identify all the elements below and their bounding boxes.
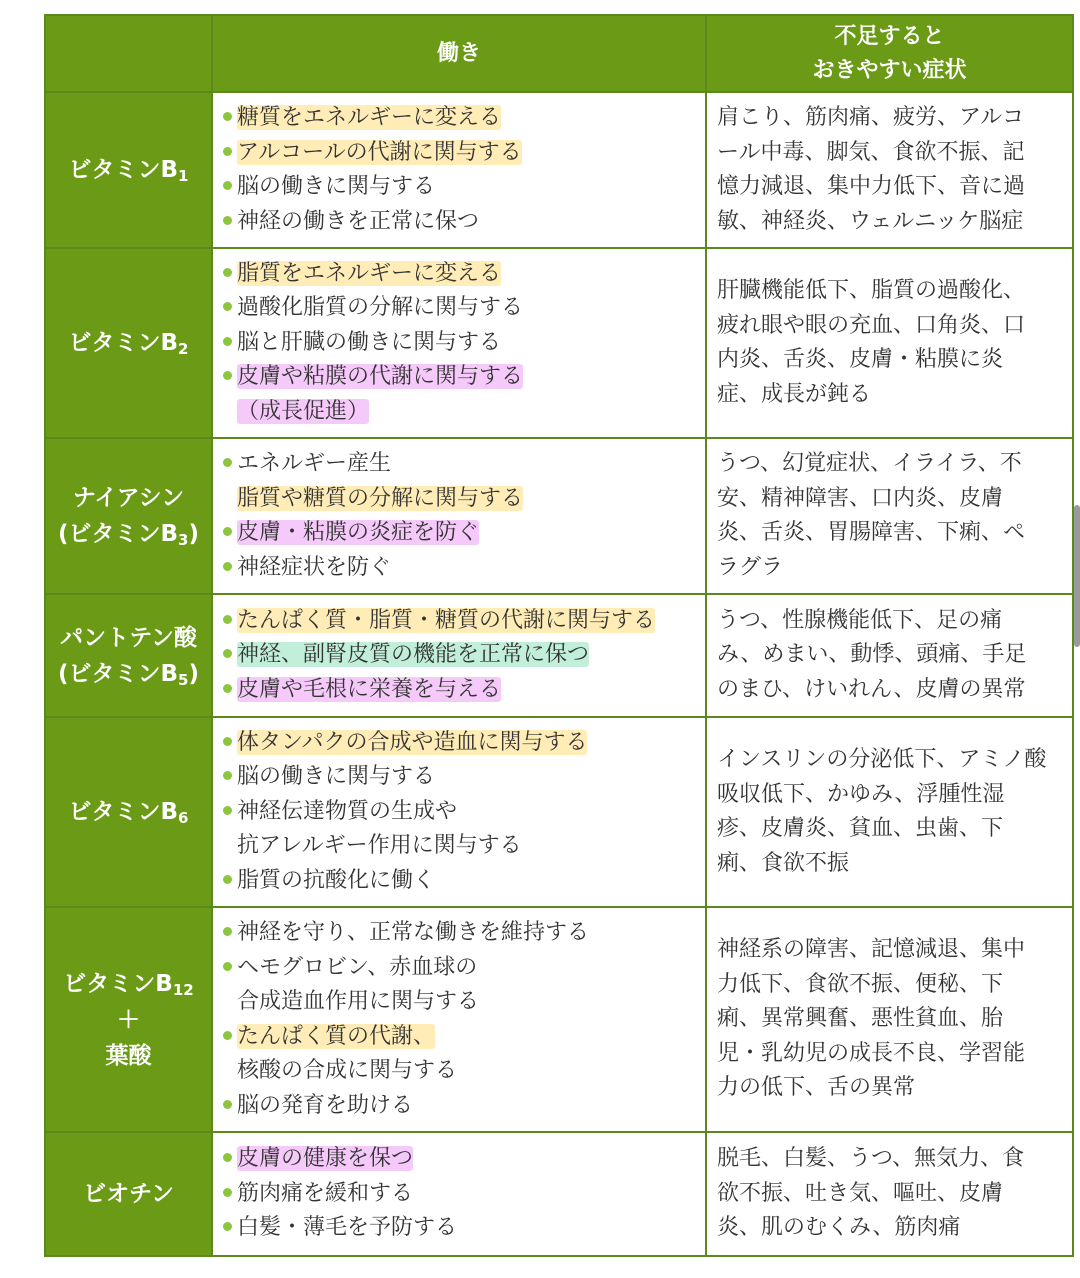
work-item-continued: 核酸の合成に関与する [237, 1058, 458, 1083]
vitamin-name: ビオチン [83, 1181, 174, 1207]
work-item: 脳の働きに関与する [223, 170, 699, 205]
bullet-dot-icon [223, 737, 232, 746]
symptom-cell [706, 438, 1073, 594]
table-row [45, 92, 1073, 248]
bullet-dot-icon [223, 875, 232, 884]
vitamin-name-cell [45, 594, 212, 717]
work-item-continued: 合成造血作用に関与する [237, 989, 480, 1014]
symptom-cell [706, 907, 1073, 1132]
header-name-cell [45, 15, 212, 92]
bullet-dot-icon [223, 268, 232, 277]
vitamin-name-cell [45, 248, 212, 438]
vitamin-name-alt: (ビタミン$B_3$) [58, 521, 199, 549]
bullet-dot-icon [223, 927, 232, 936]
symptom-line: うつ、幻覚症状、イライラ、不 [717, 451, 1022, 476]
work-cell [212, 92, 706, 248]
work-item: 皮膚や粘膜の代謝に関与する [223, 360, 699, 395]
table-row [45, 1132, 1073, 1256]
symptom-line: 吸収低下、かゆみ、浮腫性湿 [717, 781, 1005, 807]
symptom-line: インスリンの分泌低下、アミノ酸 [717, 747, 1047, 772]
bullet-dot-icon [223, 1222, 232, 1231]
bullet-dot-icon [223, 112, 232, 121]
work-cell [212, 438, 706, 594]
table-row [45, 717, 1073, 907]
work-cell [212, 248, 706, 438]
header-symptom [706, 15, 1073, 92]
work-item: 脂質をエネルギーに変える [223, 257, 699, 292]
symptom-line: 脱毛、白髪、うつ、無気力、食 [717, 1146, 1025, 1172]
table-row [45, 594, 1073, 717]
work-item: 神経、副腎皮質の機能を正常に保つ [223, 638, 699, 673]
vitamin-name-cell [45, 438, 212, 594]
bullet-dot-icon [223, 371, 232, 380]
work-item: 神経を守り、正常な働きを維持する [223, 916, 699, 951]
work-item: 皮膚の健康を保つ [223, 1142, 699, 1177]
work-item: ヘモグロビン、赤血球の [223, 951, 699, 986]
work-item-continued: 抗アレルギー作用に関与する [237, 833, 522, 859]
symptom-line: 内炎、舌炎、皮膚・粘膜に炎 [717, 347, 1004, 372]
work-item-continued: （成長促進） [237, 398, 370, 424]
symptom-cell [706, 594, 1073, 717]
work-cell [212, 594, 706, 717]
symptom-line: ール中毒、脚気、食欲不振、記 [717, 139, 1025, 165]
symptom-line: 欲不振、吐き気、嘔吐、皮膚 [717, 1180, 1004, 1206]
symptom-line: のまひ、けいれん、皮膚の異常 [717, 676, 1026, 702]
symptom-line: 児・乳幼児の成長不良、学習能 [717, 1040, 1026, 1066]
symptom-line: 症、成長が鈍る [717, 381, 872, 407]
bullet-dot-icon [223, 527, 232, 536]
work-item: 脳の発育を助ける [223, 1089, 699, 1124]
symptom-line: うつ、性腺機能低下、足の痛 [717, 607, 1003, 633]
work-item: 体タンパクの合成や造血に関与する [223, 726, 699, 761]
vitamin-name: ビタミン$B_6$ [68, 799, 189, 827]
scrollbar-thumb[interactable] [1074, 505, 1080, 647]
header-symptom-line2: おきやすい症状 [812, 57, 967, 83]
symptom-line: み、めまい、動悸、頭痛、手足 [717, 642, 1027, 668]
symptom-line: 疹、皮膚炎、貧血、虫歯、下 [717, 816, 1004, 841]
vitamin-table [44, 14, 1074, 1257]
bullet-dot-icon [223, 771, 232, 780]
symptom-cell [706, 92, 1073, 248]
work-item: エネルギー産生 [223, 447, 699, 482]
symptom-cell [706, 717, 1073, 907]
bullet-dot-icon [223, 181, 232, 190]
symptom-cell [706, 1132, 1073, 1256]
bullet-dot-icon [223, 684, 232, 693]
vitamin-name: ビタミン$B_{12}$ [63, 970, 194, 999]
vitamin-name: パントテン酸 [60, 624, 197, 651]
work-item: 白髪・薄毛を予防する [223, 1211, 699, 1246]
work-item: 神経の働きを正常に保つ [223, 205, 699, 240]
header-row [45, 15, 1073, 92]
work-item: 脳の働きに関与する [223, 760, 699, 795]
bullet-dot-icon [223, 458, 232, 467]
work-cell [212, 1132, 706, 1256]
bullet-dot-icon [223, 337, 232, 346]
table-row [45, 248, 1073, 438]
work-item: 過酸化脂質の分解に関与する [223, 291, 699, 326]
symptom-line: 肝臓機能低下、脂質の過酸化、 [717, 278, 1026, 303]
symptom-line: 炎、肌のむくみ、筋肉痛 [717, 1215, 961, 1241]
symptom-line: 痢、異常興奮、悪性貧血、胎 [717, 1006, 1004, 1032]
bullet-dot-icon [223, 216, 232, 225]
bullet-dot-icon [223, 1188, 232, 1197]
vitamin-name-cell [45, 907, 212, 1132]
bullet-dot-icon [223, 806, 232, 815]
header-work: 働き [212, 15, 706, 92]
symptom-line: 疲れ眼や眼の充血、口角炎、口 [717, 312, 1026, 338]
symptom-line: 敏、神経炎、ウェルニッケ脳症 [717, 208, 1024, 234]
table-row [45, 438, 1073, 594]
bullet-dot-icon [223, 649, 232, 658]
symptom-line: 力低下、食欲不振、便秘、下 [717, 971, 1004, 997]
symptom-line: 痢、食欲不振 [717, 850, 850, 876]
vitamin-name: ナイアシン [72, 485, 185, 511]
work-cell [212, 717, 706, 907]
symptom-line: 肩こり、筋肉痛、疲労、アルコ [717, 105, 1025, 130]
plus-sign: ＋ [117, 1006, 140, 1033]
bullet-dot-icon [223, 302, 232, 311]
vitamin-name-secondary: 葉酸 [105, 1042, 152, 1069]
work-item: たんぱく質・脂質・糖質の代謝に関与する [223, 604, 699, 639]
work-item: 糖質をエネルギーに変える [223, 101, 699, 136]
symptom-line: 神経系の障害、記憶減退、集中 [717, 937, 1026, 963]
work-item: 神経症状を防ぐ [223, 551, 699, 586]
bullet-dot-icon [223, 1153, 232, 1162]
vitamin-name: ビタミン$B_1$ [68, 157, 189, 185]
vitamin-name-cell [45, 1132, 212, 1256]
table-row [45, 907, 1073, 1132]
work-item: アルコールの代謝に関与する [223, 136, 699, 171]
vitamin-name: ビタミン$B_2$ [68, 330, 189, 358]
bullet-dot-icon [223, 147, 232, 156]
bullet-dot-icon [223, 562, 232, 571]
symptom-cell [706, 248, 1073, 438]
work-item: たんぱく質の代謝、 [223, 1020, 699, 1055]
work-item-continued: 脂質や糖質の分解に関与する [237, 485, 524, 511]
symptom-line: 力の低下、舌の異常 [717, 1075, 916, 1101]
bullet-dot-icon [223, 1031, 232, 1040]
symptom-line: 安、精神障害、口内炎、皮膚 [717, 485, 1004, 511]
work-item: 脳と肝臓の働きに関与する [223, 326, 699, 361]
bullet-dot-icon [223, 615, 232, 624]
work-item: 皮膚・粘膜の炎症を防ぐ [223, 516, 699, 551]
work-item: 皮膚や毛根に栄養を与える [223, 673, 699, 708]
bullet-dot-icon [223, 962, 232, 971]
symptom-line: 憶力減退、集中力低下、音に過 [717, 174, 1026, 199]
vitamin-name-alt: (ビタミン$B_5$) [58, 660, 199, 689]
bullet-dot-icon [223, 1100, 232, 1109]
symptom-line: ラグラ [717, 554, 784, 580]
work-cell [212, 907, 706, 1132]
vitamin-name-cell [45, 717, 212, 907]
work-item: 筋肉痛を緩和する [223, 1177, 699, 1212]
vitamin-name-cell [45, 92, 212, 248]
header-symptom-line1: 不足すると [834, 23, 945, 49]
symptom-line: 炎、舌炎、胃腸障害、下痢、ペ [717, 520, 1026, 545]
work-item: 神経伝達物質の生成や [223, 795, 699, 830]
work-item: 脂質の抗酸化に働く [223, 864, 699, 899]
